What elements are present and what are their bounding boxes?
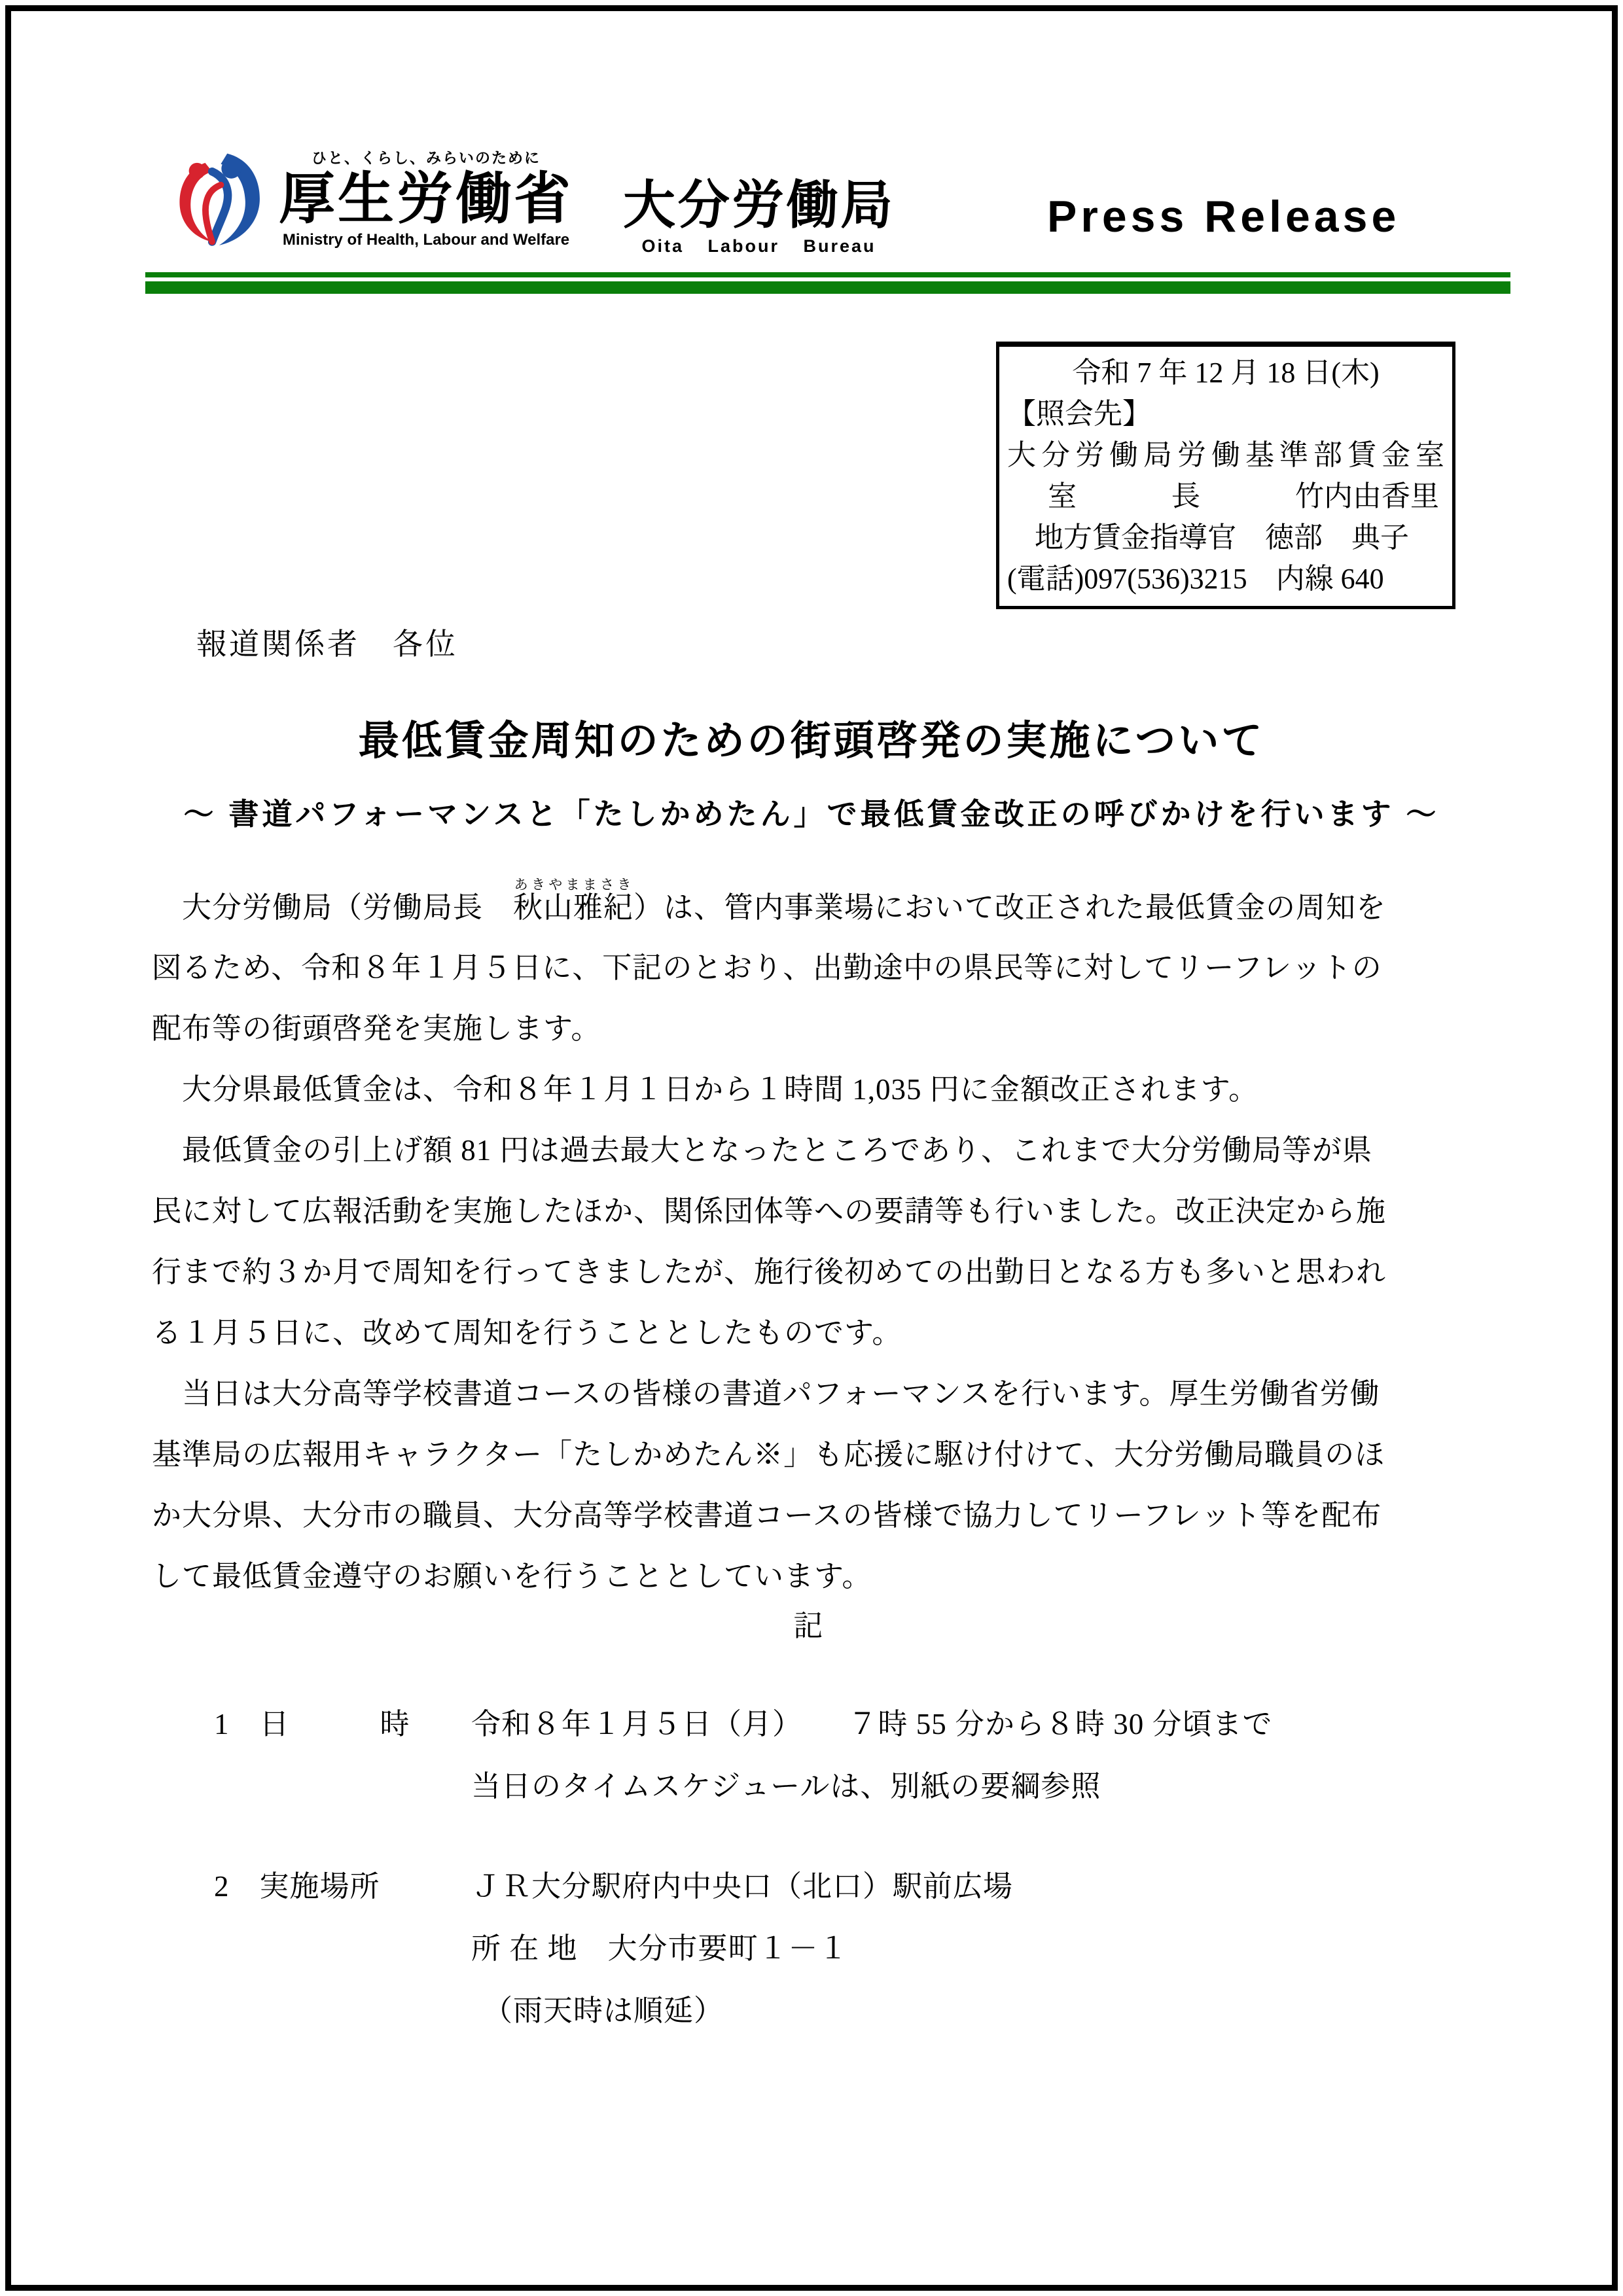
bureau-name-en: Oita Labour Bureau bbox=[641, 236, 876, 256]
addressee: 報道関係者 各位 bbox=[196, 627, 458, 661]
body-line: 当日は大分高等学校書道コースの皆様の書道パフォーマンスを行います。厚生労働省労働 bbox=[152, 1377, 1380, 1410]
item-location-rain-note-text: （雨天時は順延） bbox=[483, 1994, 724, 2027]
item-list bbox=[152, 1693, 1478, 2042]
body-line: 基準局の広報用キャラクター「たしかめたん※」も応援に駆け付けて、大分労働局職員のほ bbox=[152, 1438, 1385, 1471]
role-chief-name: 竹内由香里 bbox=[1295, 480, 1439, 512]
body-line: 行まで約３か月で周知を行ってきましたが、施行後初めての出勤日となる方も多いと思われ bbox=[152, 1256, 1387, 1288]
body-line bbox=[152, 877, 1478, 938]
item-location-value: ＪＲ大分駅府内中央口（北口）駅前広場 bbox=[471, 1870, 1014, 1903]
ministry-name-en: Ministry of Health, Labour and Welfare bbox=[282, 231, 570, 249]
item-location-address-text: 所 在 地 大分市要町１－１ bbox=[471, 1932, 849, 1965]
contact-heading: 【照会先】 bbox=[1007, 398, 1151, 430]
mhlw-emblem-icon bbox=[171, 148, 264, 249]
body-line: か大分県、大分市の職員、大分高等学校書道コースの皆様で協力してリーフレット等を配布 bbox=[152, 1499, 1382, 1532]
director-name: 秋山雅紀 bbox=[513, 891, 634, 924]
item-datetime-note bbox=[152, 1756, 1478, 1818]
body-line: 民に対して広報活動を実施したほか、関係団体等への要請等も行いました。改正決定から施 bbox=[152, 1195, 1387, 1227]
body-line1-post: ）は、管内事業場において改正された最低賃金の周知を bbox=[633, 891, 1387, 924]
item-datetime-note-text: 当日のタイムスケジュールは、別紙の要綱参照 bbox=[471, 1770, 1101, 1803]
bureau-block bbox=[623, 175, 895, 256]
document-subtitle: ～ 書道パフォーマンスと「たしかめたん」で最低賃金改正の呼びかけを行います ～ bbox=[183, 797, 1440, 831]
item-datetime-value: 令和８年１月５日（月） ７時 55 分から８時 30 分頃まで bbox=[471, 1708, 1273, 1740]
director-name-ruby bbox=[513, 877, 634, 924]
ministry-name: 厚生労働省 bbox=[279, 168, 573, 230]
contact-office: 大分労働局労働基準部賃金室 bbox=[1007, 439, 1444, 471]
item-datetime-label: 1 日 時 bbox=[214, 1708, 410, 1740]
body-line1-pre: 大分労働局（労働局長 bbox=[152, 891, 514, 924]
body-line: 大分県最低賃金は、令和８年１月１日から１時間 1,035 円に金額改正されます。 bbox=[152, 1073, 1259, 1106]
item-datetime bbox=[152, 1693, 1478, 1756]
header-rule-thick bbox=[145, 281, 1510, 294]
press-release-label: Press Release bbox=[1047, 192, 1400, 241]
release-date: 令和 7 年 12 月 18 日(木) bbox=[1072, 357, 1380, 389]
body-paragraphs bbox=[152, 877, 1478, 1607]
document-title: 最低賃金周知のための街頭啓発の実施について bbox=[358, 719, 1265, 764]
body-line: 最低賃金の引上げ額 81 円は過去最大となったところであり、これまで大分労働局等が県 bbox=[152, 1134, 1373, 1167]
contact-role-chief bbox=[1007, 476, 1444, 517]
body-line: る１月５日に、改めて周知を行うこととしたものです。 bbox=[152, 1316, 902, 1349]
item-location bbox=[152, 1856, 1478, 1918]
item-location-rain-note bbox=[152, 1980, 1478, 2042]
director-name-furigana: あきやままさき bbox=[513, 877, 634, 892]
header-rule-thin bbox=[145, 272, 1510, 277]
bureau-name: 大分労働局 bbox=[623, 176, 895, 234]
contact-box bbox=[996, 342, 1455, 609]
mhlw-logo bbox=[171, 148, 573, 250]
body-line: して最低賃金遵守のお願いを行うこととしています。 bbox=[152, 1560, 872, 1593]
item-location-label: 2 実施場所 bbox=[214, 1870, 380, 1903]
role-title-right: 長 bbox=[1171, 480, 1200, 512]
body-line: 図るため、令和８年１月５日に、下記のとおり、出勤途中の県民等に対してリーフレットの bbox=[152, 951, 1382, 984]
ministry-tagline: ひと、くらし、みらいのために bbox=[312, 149, 541, 166]
item-location-address bbox=[152, 1918, 1478, 1980]
body-line: 配布等の街頭啓発を実施します。 bbox=[152, 1012, 601, 1045]
contact-role-advisor: 地方賃金指導官 徳部 典子 bbox=[1035, 521, 1409, 554]
contact-phone: (電話)097(536)3215 内線 640 bbox=[1007, 563, 1384, 595]
ki-marker: 記 bbox=[793, 1610, 830, 1642]
item-spacer bbox=[152, 1818, 1478, 1856]
role-title-left: 室 bbox=[1048, 480, 1077, 512]
